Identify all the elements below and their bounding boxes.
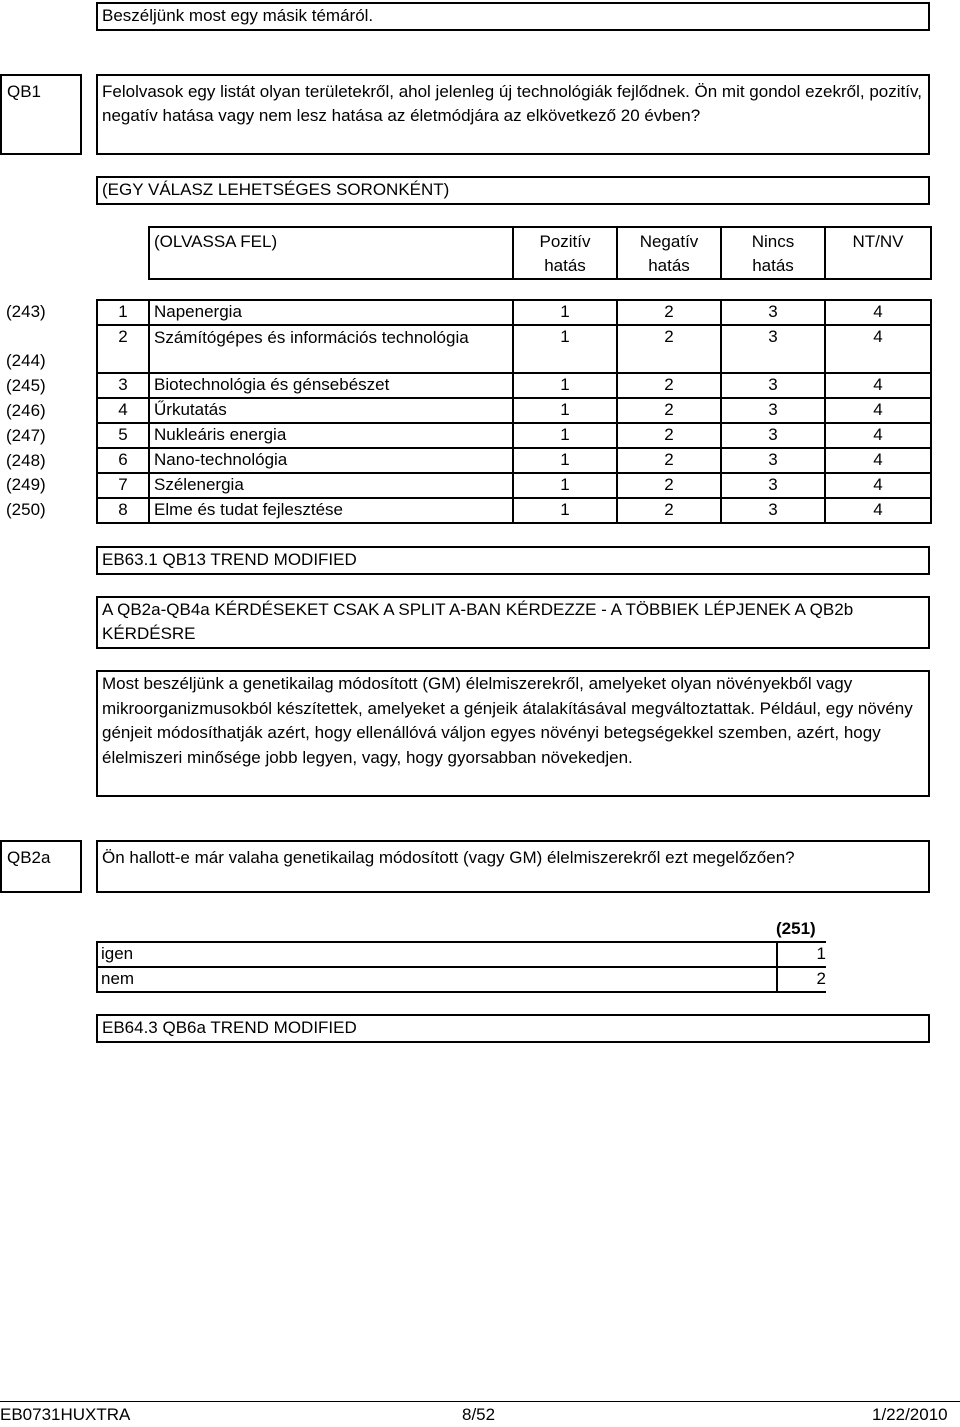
- row-code: (250): [6, 500, 46, 519]
- qb1-trend-box: [96, 546, 930, 575]
- table-row: [97, 423, 931, 448]
- row-index: 1: [97, 300, 149, 325]
- answer-code-none[interactable]: 3: [721, 373, 825, 398]
- row-code: (246): [6, 401, 46, 420]
- answer-code-dk[interactable]: 4: [825, 325, 931, 373]
- answer-code-dk[interactable]: 4: [825, 473, 931, 498]
- intro-text: Beszéljünk most egy másik témáról.: [102, 6, 374, 25]
- row-code: (245): [6, 376, 46, 395]
- answer-code-negative[interactable]: 2: [617, 473, 721, 498]
- answer-code-dk[interactable]: 4: [825, 398, 931, 423]
- answer-code-positive[interactable]: 1: [513, 373, 617, 398]
- read-label-cell: [149, 227, 513, 279]
- gm-intro: Most beszéljünk a genetikailag módosított (GM) élelmiszerekről, amelyeket olyan növényekből vagy mikroorganizmusokból készítettek, amelyeket a génjeik átalakításával megváltoztattak. Például, egy növény génjeit módosíthatják azért, hogy ellenállóvá váljon egyes növényi betegségekkel szemben, azért, hogy élelmiszeri minősége jobb legyen, vagy, hogy gyorsabban növekedjen.: [102, 674, 913, 767]
- qb1-items-table: [96, 299, 932, 524]
- row-index: 4: [97, 398, 149, 423]
- qb2a-question: Ön hallott-e már valaha genetikailag módosított (vagy GM) élelmiszerekről ezt megelőzően?: [102, 848, 795, 867]
- answer-table-mid-border: [776, 941, 778, 993]
- row-index: 5: [97, 423, 149, 448]
- table-row: [97, 373, 931, 398]
- col-header-line1: Negatív: [639, 232, 699, 251]
- row-index: 2: [97, 325, 149, 373]
- row-label: Napenergia: [149, 300, 513, 325]
- qb2a-trend-box: [96, 1014, 930, 1043]
- table-row: [97, 300, 931, 325]
- divider: [96, 966, 826, 968]
- answer-code-positive[interactable]: 1: [513, 448, 617, 473]
- row-code: (247): [6, 426, 46, 445]
- qb1-code-box: [0, 74, 82, 155]
- answer-code-negative[interactable]: 2: [617, 325, 721, 373]
- answer-label-no: nem: [101, 969, 135, 988]
- qb1-trend: EB63.1 QB13 TREND MODIFIED: [102, 550, 357, 569]
- row-label: Nano-technológia: [149, 448, 513, 473]
- col-header-line2: hatás: [544, 256, 586, 275]
- col-header-line1: Nincs: [751, 232, 795, 251]
- row-label: Biotechnológia és génsebészet: [149, 373, 513, 398]
- footer-doc-id: EB0731HUXTRA: [0, 1405, 131, 1424]
- answer-label-yes: igen: [101, 944, 134, 963]
- divider: [96, 941, 826, 943]
- answer-code-positive[interactable]: 1: [513, 398, 617, 423]
- col-header-line2: hatás: [752, 256, 794, 275]
- qb2a-trend: EB64.3 QB6a TREND MODIFIED: [102, 1018, 357, 1037]
- table-row: [97, 448, 931, 473]
- row-label: Nukleáris energia: [149, 423, 513, 448]
- col-header-positive: [513, 227, 617, 279]
- row-label: Számítógépes és információs technológia: [149, 325, 513, 373]
- footer-rule: [0, 1401, 960, 1402]
- qb1-question: Felolvasok egy listát olyan területekről, ahol jelenleg új technológiák fejlődnek. Ön mit gondol ezekről, pozitív, negatív hatása vagy nem lesz hatása az életmódjára az elkövetkező 20 évben?: [102, 82, 922, 125]
- footer-page-number: 8/52: [462, 1405, 496, 1424]
- answer-code-none[interactable]: 3: [721, 473, 825, 498]
- qb2a-question-box: [96, 840, 930, 893]
- qb1-question-box: [96, 74, 930, 155]
- answer-code-yes[interactable]: 1: [816, 944, 826, 963]
- row-code: (249): [6, 475, 46, 494]
- answer-code-dk[interactable]: 4: [825, 448, 931, 473]
- gm-intro-box: [96, 670, 930, 797]
- answer-code-no[interactable]: 2: [816, 969, 826, 988]
- answer-code-negative[interactable]: 2: [617, 300, 721, 325]
- answer-code-negative[interactable]: 2: [617, 373, 721, 398]
- answer-code-none[interactable]: 3: [721, 398, 825, 423]
- qb2a-code-box: [0, 840, 82, 893]
- qb1-header-table: [148, 226, 932, 280]
- row-label: Elme és tudat fejlesztése: [149, 498, 513, 523]
- col-header-line1: Pozitív: [539, 232, 591, 251]
- row-index: 7: [97, 473, 149, 498]
- table-row: [97, 325, 931, 373]
- split-note: A QB2a-QB4a KÉRDÉSEKET CSAK A SPLIT A-BAN KÉRDEZZE - A TÖBBIEK LÉPJENEK A QB2b KÉRDÉSRE: [102, 600, 854, 643]
- col-header-none: [721, 227, 825, 279]
- answer-code-dk[interactable]: 4: [825, 373, 931, 398]
- table-row: [97, 498, 931, 523]
- answer-code-positive[interactable]: 1: [513, 498, 617, 523]
- table-row: [97, 473, 931, 498]
- answer-code-positive[interactable]: 1: [513, 473, 617, 498]
- answer-code-none[interactable]: 3: [721, 423, 825, 448]
- col-header-dk: [825, 227, 931, 279]
- answer-code-negative[interactable]: 2: [617, 423, 721, 448]
- intro-box: [96, 2, 930, 31]
- answer-code-none[interactable]: 3: [721, 300, 825, 325]
- answer-code-none[interactable]: 3: [721, 448, 825, 473]
- row-label: Űrkutatás: [149, 398, 513, 423]
- answer-code-dk[interactable]: 4: [825, 423, 931, 448]
- col-header-line1: NT/NV: [852, 232, 904, 251]
- row-index: 3: [97, 373, 149, 398]
- answer-table-left-border: [96, 941, 98, 993]
- qb1-instruction: (EGY VÁLASZ LEHETSÉGES SORONKÉNT): [102, 180, 450, 199]
- answer-code-dk[interactable]: 4: [825, 300, 931, 325]
- row-code: (243): [6, 302, 46, 321]
- row-code: (244): [6, 351, 46, 370]
- row-index: 8: [97, 498, 149, 523]
- answer-code-none[interactable]: 3: [721, 325, 825, 373]
- row-index: 6: [97, 448, 149, 473]
- qb2a-code: QB2a: [7, 848, 51, 867]
- answer-code-negative[interactable]: 2: [617, 398, 721, 423]
- row-label: Szélenergia: [149, 473, 513, 498]
- answer-code-positive[interactable]: 1: [513, 300, 617, 325]
- read-label: (OLVASSA FEL): [154, 232, 278, 251]
- qb1-code: QB1: [7, 82, 42, 101]
- answer-code-negative[interactable]: 2: [617, 498, 721, 523]
- col-header-negative: [617, 227, 721, 279]
- col-header-line2: hatás: [648, 256, 690, 275]
- divider: [96, 991, 826, 993]
- answer-code-negative[interactable]: 2: [617, 448, 721, 473]
- split-note-box: [96, 596, 930, 649]
- qb2a-var-code: (251): [776, 919, 816, 938]
- answer-code-positive[interactable]: 1: [513, 423, 617, 448]
- footer-date: 1/22/2010: [872, 1405, 948, 1424]
- row-code: (248): [6, 451, 46, 470]
- answer-code-positive[interactable]: 1: [513, 325, 617, 373]
- instruction-box: [96, 176, 930, 205]
- answer-code-none[interactable]: 3: [721, 498, 825, 523]
- answer-code-dk[interactable]: 4: [825, 498, 931, 523]
- table-row: [97, 398, 931, 423]
